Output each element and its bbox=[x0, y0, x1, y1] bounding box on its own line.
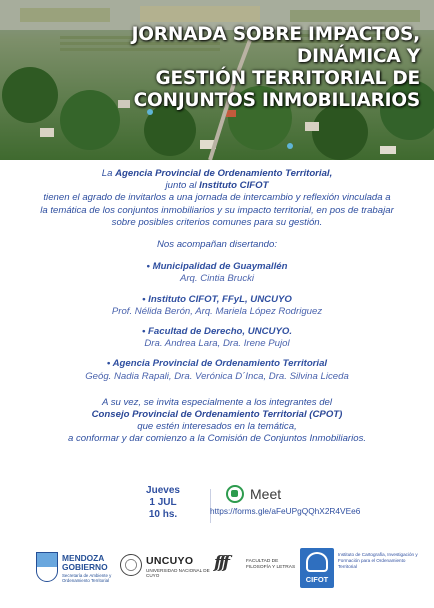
registration-link[interactable]: https://forms.gle/aFeUPgQQhX2R4VEe6 bbox=[210, 506, 361, 516]
intro-line-5: sobre posibles criterios comunes para su gestión. bbox=[111, 216, 323, 228]
intro-line-1: La Agencia Provincial de Ordenamiento Territorial, bbox=[101, 168, 333, 179]
event-details bbox=[0, 485, 434, 525]
event-time: 10 hs. bbox=[148, 509, 178, 520]
intro-line-3: tienen el agrado de invitarlos a una jornada de intercambio y reflexión vinculada a bbox=[43, 192, 391, 204]
title-line: GESTIÓN TERRITORIAL DE bbox=[155, 68, 420, 89]
closing-line-3: que estén interesados en la temática, bbox=[137, 421, 297, 433]
meet-block bbox=[210, 485, 416, 516]
google-meet-icon bbox=[226, 485, 244, 503]
event-date bbox=[130, 485, 196, 521]
speaker-org: • Municipalidad de Guaymallén bbox=[0, 261, 434, 273]
event-date-value: 1 JUL bbox=[149, 497, 177, 508]
speaker-org: • Facultad de Derecho, UNCUYO. bbox=[0, 326, 434, 338]
ffyl-mark: fff bbox=[214, 553, 227, 573]
intro-line-2: junto al Instituto CIFOT bbox=[165, 180, 269, 192]
intro-line-4: la temática de los conjuntos inmobiliarios y su impacto territorial, en pos de trabajar bbox=[40, 204, 394, 216]
meet-label: Meet bbox=[250, 486, 282, 502]
closing-line-1: A su vez, se invita especialmente a los integrantes del bbox=[101, 396, 333, 408]
cifot-badge: CIFOT bbox=[300, 548, 334, 588]
speaker-names: Dra. Andrea Lara, Dra. Irene Pujol bbox=[144, 338, 290, 350]
aerial-photo-header bbox=[0, 0, 434, 160]
closing-line-4: a conformar y dar comienzo a la Comisión de Conjuntos Inmobiliarios. bbox=[67, 433, 367, 445]
institute-name: Instituto CIFOT bbox=[199, 180, 269, 192]
event-day: Jueves bbox=[146, 485, 180, 496]
speaker-org: • Agencia Provincial de Ordenamiento Territorial bbox=[0, 358, 434, 370]
mendoza-shield-icon bbox=[36, 552, 58, 582]
title-line: JORNADA SOBRE IMPACTOS, bbox=[131, 24, 420, 45]
closing-line-2 bbox=[0, 409, 434, 421]
speaker-org: • Instituto CIFOT, FFyL, UNCUYO bbox=[0, 294, 434, 306]
speaker-names: Geóg. Nadia Rapali, Dra. Verónica D´Inca, Dra. Silvina Liceda bbox=[85, 370, 349, 382]
speakers-intro: Nos acompañan disertando: bbox=[157, 239, 277, 251]
title-line: CONJUNTOS INMOBILIARIOS bbox=[133, 90, 420, 111]
title-line: DINÁMICA Y bbox=[296, 46, 420, 67]
invitation-body bbox=[0, 168, 434, 446]
agency-name: Agencia Provincial de Ordenamiento Territorial, bbox=[115, 168, 333, 179]
university-seal-icon bbox=[120, 554, 142, 576]
sponsor-logos: MENDOZA GOBIERNO Secretaría de Ambiente y Ordenamiento Territorial UNCUYO UNIVERSIDAD NACIONAL DE CUYO fff FACULTAD DE FILOSOFÍA Y LETRAS CIFOT Instituto de Cartografía, Investigación y Formación para el Ordenamiento Territorial bbox=[0, 540, 434, 608]
event-title bbox=[30, 24, 420, 112]
cifot-symbol-icon bbox=[306, 552, 328, 572]
speaker-names: Arq. Cintia Brucki bbox=[179, 273, 255, 285]
speaker-names: Prof. Nélida Berón, Arq. Mariela López Rodriguez bbox=[111, 305, 323, 317]
council-name: Consejo Provincial de Ordenamiento Territorial (CPOT) bbox=[91, 409, 343, 421]
meet-header bbox=[226, 485, 416, 503]
